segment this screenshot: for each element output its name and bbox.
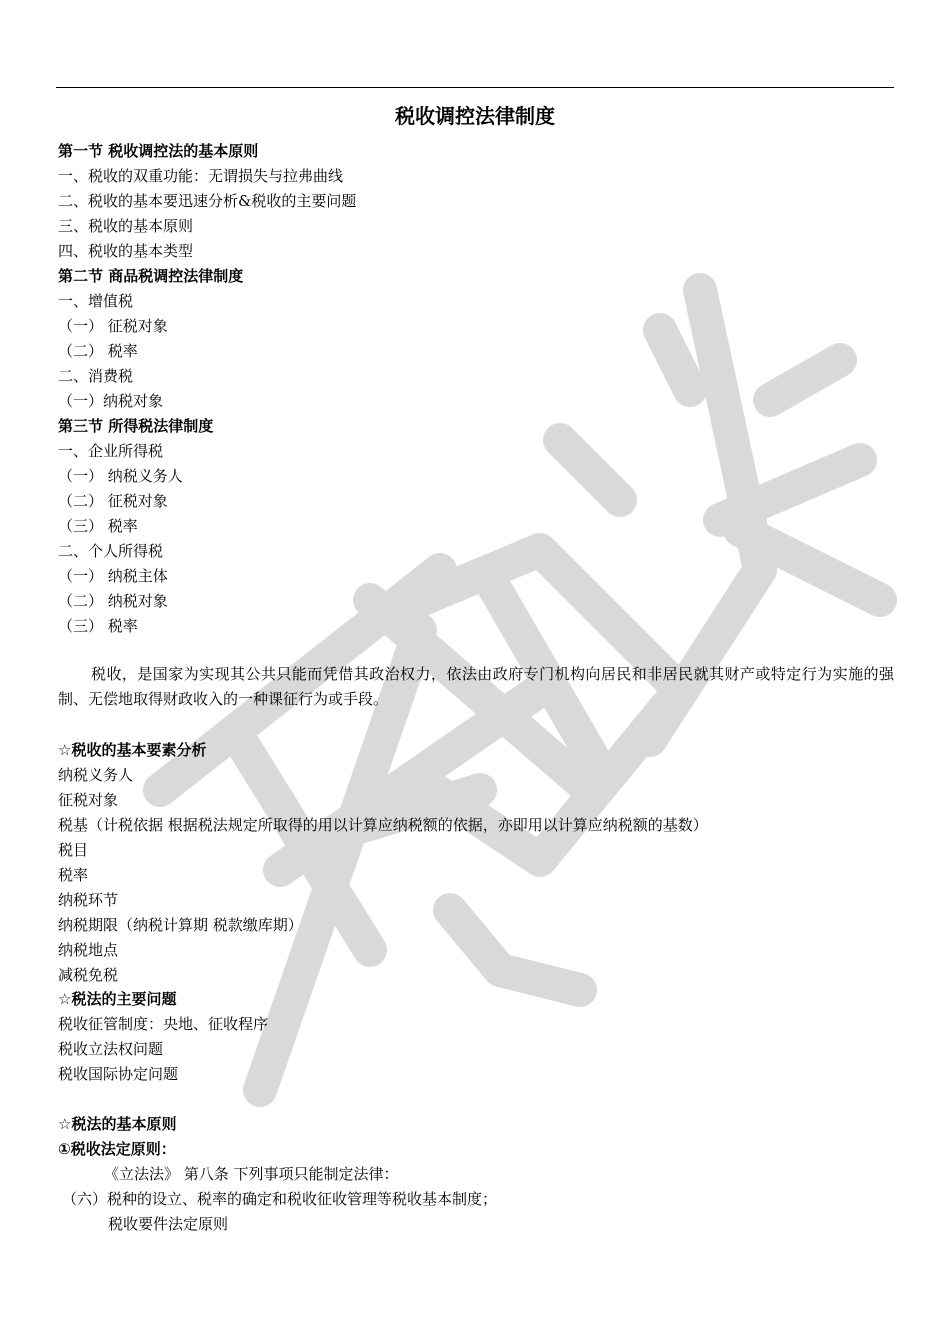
element-item: 税基（计税依据 根据税法规定所取得的用以计算应纳税额的依据，亦即用以计算应纳税额的基数） <box>58 816 708 834</box>
outline-item: （二） 征税对象 <box>58 492 168 510</box>
element-item: 征税对象 <box>58 791 119 809</box>
outline-item: 一、企业所得税 <box>58 442 164 460</box>
outline-item: 三、税收的基本原则 <box>58 217 194 235</box>
header-rule <box>56 87 894 88</box>
page-title: 税收调控法律制度 <box>395 104 555 128</box>
element-item: 减税免税 <box>58 966 119 984</box>
section-heading: 第一节 税收调控法的基本原则 <box>58 142 259 160</box>
principles-heading: ☆税法的基本原则 <box>58 1115 177 1133</box>
section-heading: 第三节 所得税法律制度 <box>58 417 214 435</box>
outline-item: （二） 纳税对象 <box>58 592 168 610</box>
element-item: 税率 <box>58 866 89 884</box>
law-quote: 《立法法》 第八条 下列事项只能制定法律： <box>104 1165 399 1183</box>
outline-item: （二） 税率 <box>58 342 138 360</box>
element-item: 税目 <box>58 841 89 859</box>
outline-item: （一） 征税对象 <box>58 317 168 335</box>
outline-item: （三） 税率 <box>58 617 138 635</box>
outline-item: （一） 纳税义务人 <box>58 467 183 485</box>
outline-item: （三） 税率 <box>58 517 138 535</box>
outline-item: 一、税收的双重功能：无谓损失与拉弗曲线 <box>58 167 344 185</box>
definition-paragraph: 税收，是国家为实现其公共只能而凭借其政治权力，依法由政府专门机构向居民和非居民就其财产或特定行为实施的强制、无偿地取得财政收入的一种课征行为或手段。 <box>58 665 894 708</box>
element-item: 纳税期限（纳税计算期 税款缴库期） <box>58 916 303 934</box>
element-item: 纳税环节 <box>58 891 119 909</box>
outline-item: 二、税收的基本要迅速分析&税收的主要问题 <box>58 192 357 210</box>
problem-item: 税收国际协定问题 <box>58 1065 179 1083</box>
outline-item: 一、增值税 <box>58 292 134 310</box>
section-heading: 第二节 商品税调控法律制度 <box>58 267 244 285</box>
elements-heading: ☆税收的基本要素分析 <box>58 741 207 759</box>
principle-heading: ①税收法定原则： <box>58 1140 176 1158</box>
outline-item: 二、消费税 <box>58 367 134 385</box>
outline-item: 二、个人所得税 <box>58 542 164 560</box>
law-note: 税收要件法定原则 <box>108 1215 229 1233</box>
element-item: 纳税地点 <box>58 941 119 959</box>
element-item: 纳税义务人 <box>58 766 134 784</box>
outline-item: （一）纳税对象 <box>58 392 164 410</box>
outline-item: （一） 纳税主体 <box>58 567 168 585</box>
law-item: （六）税种的设立、税率的确定和税收征收管理等税收基本制度； <box>62 1190 498 1208</box>
problem-item: 税收征管制度：央地、征收程序 <box>58 1015 269 1033</box>
problem-item: 税收立法权问题 <box>58 1040 164 1058</box>
outline-item: 四、税收的基本类型 <box>58 242 194 260</box>
problems-heading: ☆税法的主要问题 <box>58 990 177 1008</box>
